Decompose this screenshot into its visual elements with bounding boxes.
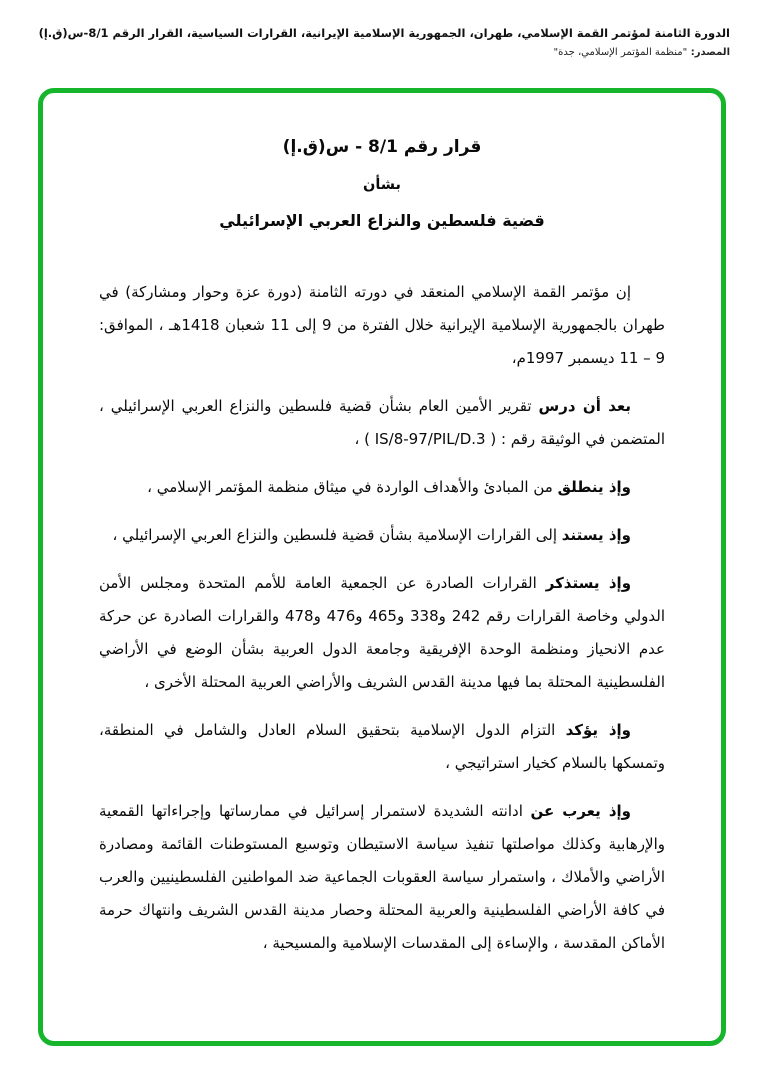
paragraph-lead: بعد أن درس bbox=[538, 397, 631, 415]
document-frame bbox=[38, 88, 726, 1046]
resolution-title: قرار رقم 8/1 - س(ق.إ) bbox=[282, 137, 482, 157]
paragraph-text: من المبادئ والأهداف الواردة في ميثاق منظمة المؤتمر الإسلامي ، bbox=[147, 478, 553, 496]
paragraph-text: إن مؤتمر القمة الإسلامي المنعقد في دورته الثامنة (دورة عزة وحوار ومشاركة) في طهران بالجمهورية الإسلامية الإيرانية خلال الفترة من 9 إلى 11 شعبان 1418هـ ، الموافق: 9 – 11 ديسمبر 1997م، bbox=[99, 283, 665, 367]
paragraph-lead: وإذ يستذكر bbox=[545, 574, 632, 592]
header-source bbox=[34, 47, 730, 58]
header-citation: الدورة الثامنة لمؤتمر القمة الإسلامي، طهران، الجمهورية الإسلامية الإيرانية، القرارات السياسية، القرار الرقم 8/1-س(ق.إ) bbox=[38, 26, 730, 40]
title-block bbox=[99, 137, 665, 230]
paragraph-text: تقرير الأمين العام بشأن قضية فلسطين والنزاع العربي الإسرائيلي ، المتضمن في الوثيقة رقم : ( IS/8-97/PIL/D.3 ) ، bbox=[99, 397, 665, 448]
resolution-subject: قضية فلسطين والنزاع العربي الإسرائيلي bbox=[219, 211, 545, 230]
paragraph-condemning bbox=[99, 795, 665, 960]
paragraph-text: ادانته الشديدة لاستمرار إسرائيل في ممارساتها وإجراءاتها القمعية والإرهابية وكذلك مواصلتها تنفيذ سياسة الاستيطان وتوسيع المستوطنات القائمة ومصادرة الأراضي والأملاك ، واستمرار سياسة العقوبات الجماعية ضد المواطنين الفلسطينيين والعرب في كافة الأراضي الفلسطينية والعربية المحتلة وحصار مدينة القدس الشريف وانتهاك حرمة الأماكن المقدسة ، والإساءة إلى المقدسات الإسلامية والمسيحية ، bbox=[99, 802, 665, 952]
document-body bbox=[99, 276, 665, 960]
source-label: المصدر: bbox=[690, 47, 730, 58]
paragraph-based-on bbox=[99, 519, 665, 552]
paragraph-preamble bbox=[99, 276, 665, 375]
paragraph-proceeding bbox=[99, 471, 665, 504]
paragraph-lead: وإذ ينطلق bbox=[557, 478, 631, 496]
paragraph-text: التزام الدول الإسلامية بتحقيق السلام العادل والشامل في المنطقة، وتمسكها بالسلام كخيار استراتيجي ، bbox=[99, 721, 665, 772]
paragraph-lead: وإذ يعرب عن bbox=[530, 802, 631, 820]
paragraph-text: إلى القرارات الإسلامية بشأن قضية فلسطين والنزاع العربي الإسرائيلي ، bbox=[112, 526, 558, 544]
paragraph-having-studied bbox=[99, 390, 665, 456]
paragraph-recalling bbox=[99, 567, 665, 699]
paragraph-lead: وإذ يؤكد bbox=[565, 721, 631, 739]
paragraph-lead: وإذ يستند bbox=[561, 526, 631, 544]
resolution-subtitle: بشأن bbox=[362, 177, 402, 193]
source-value: "منظمة المؤتمر الإسلامي، جدة" bbox=[553, 47, 688, 58]
paragraph-affirming bbox=[99, 714, 665, 780]
page-header bbox=[34, 26, 730, 58]
paragraph-text: القرارات الصادرة عن الجمعية العامة للأمم المتحدة ومجلس الأمن الدولي وخاصة القرارات رقم 242 و338 و465 و476 و478 والقرارات الصادرة عن حركة عدم الانحياز ومنظمة الوحدة الإفريقية وجامعة الدول العربية بشأن الوضع في الأراضي الفلسطينية المحتلة بما فيها مدينة القدس الشريف والأراضي العربية المحتلة الأخرى ، bbox=[99, 574, 666, 691]
